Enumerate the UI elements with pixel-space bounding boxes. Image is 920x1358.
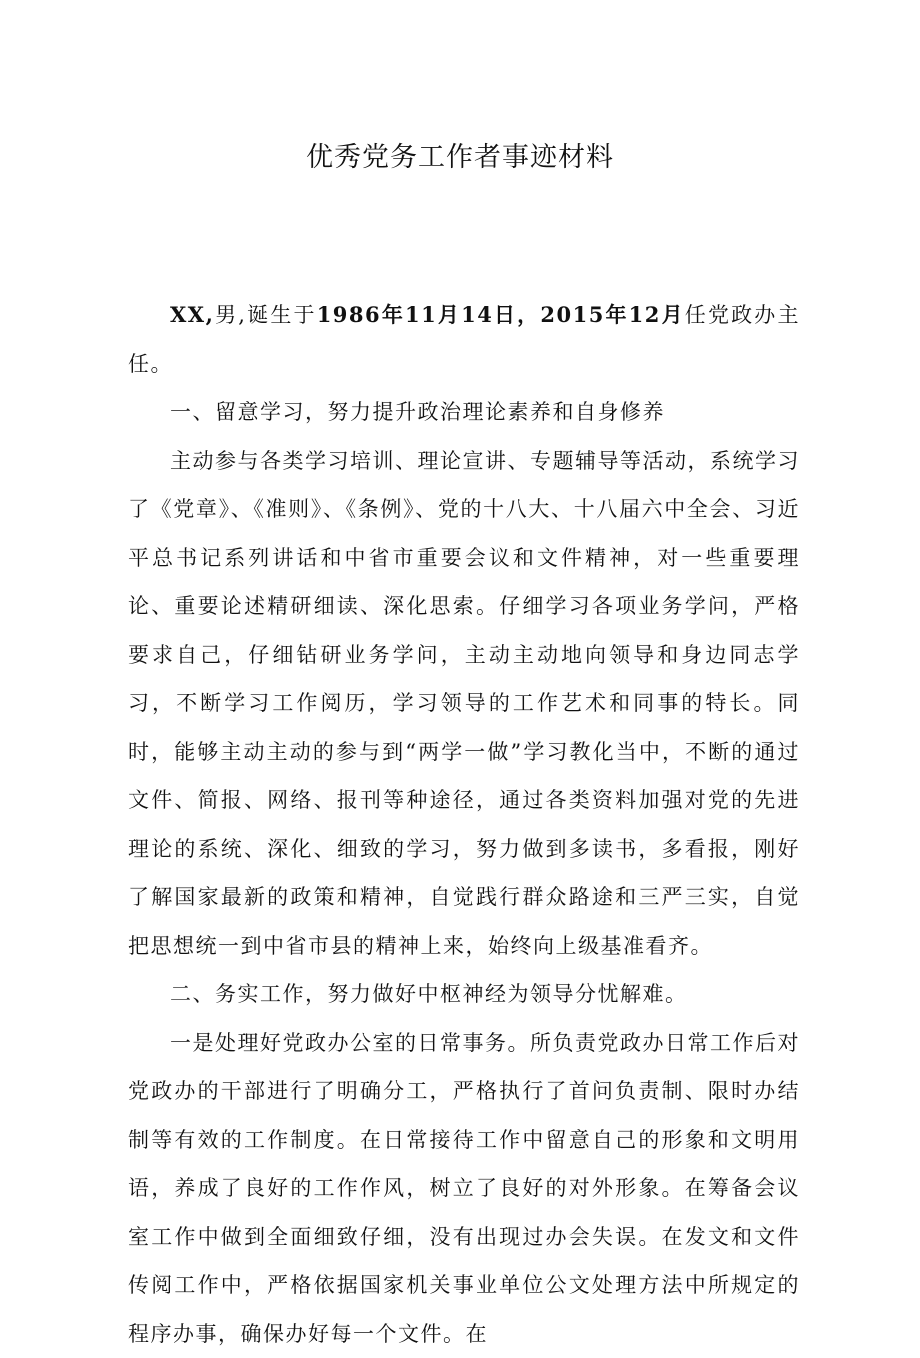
birth-date: 1986年11月14日， (317, 302, 541, 327)
person-name: XX, (170, 302, 214, 327)
document-title: 优秀党务工作者事迹材料 (0, 138, 920, 178)
document-body (128, 291, 800, 1358)
post-text: 任党政办主任。 (128, 303, 800, 376)
body-paragraph-1: 主动参与各类学习培训、理论宣讲、专题辅导等活动，系统学习了《党章》、《准则》、《条例》、党的十八大、十八届六中全会、习近平总书记系列讲话和中省市重要会议和文件精神，对一些重要理论、重要论述精研细读、深化思索。仔细学习各项业务学问，严格要求自己，仔细钻研业务学问，主动主动地向领导和身边同志学习，不断学习工作阅历，学习领导的工作艺术和同事的特长。同时，能够主动主动的参与到“两学一做”学习教化当中，不断的通过文件、简报、网络、报刊等种途径，通过各类资料加强对党的先进理论的系统、深化、细致的学习，努力做到多读书，多看报，刚好了解国家最新的政策和精神，自觉践行群众路途和三严三实，自觉把思想统一到中省市县的精神上来，始终向上级基准看齐。 (128, 437, 800, 971)
section-heading-2: 二、务实工作，努力做好中枢神经为领导分忧解难。 (128, 970, 800, 1019)
body-paragraph-2: 一是处理好党政办公室的日常事务。所负责党政办日常工作后对党政办的干部进行了明确分工，严格执行了首问负责制、限时办结制等有效的工作制度。在日常接待工作中留意自己的形象和文明用语，养成了良好的工作作风，树立了良好的对外形象。在筹备会议室工作中做到全面细致仔细，没有出现过办会失误。在发文和文件传阅工作中，严格依据国家机关事业单位公文处理方法中所规定的程序办事，确保办好每一个文件。在 (128, 1019, 800, 1358)
person-gender: 男, (214, 303, 246, 327)
born-label: 诞生于 (246, 303, 316, 327)
section-heading-1: 一、留意学习，努力提升政治理论素养和自身修养 (128, 388, 800, 437)
intro-paragraph (128, 291, 800, 388)
post-date: 2015年12月 (540, 302, 684, 327)
